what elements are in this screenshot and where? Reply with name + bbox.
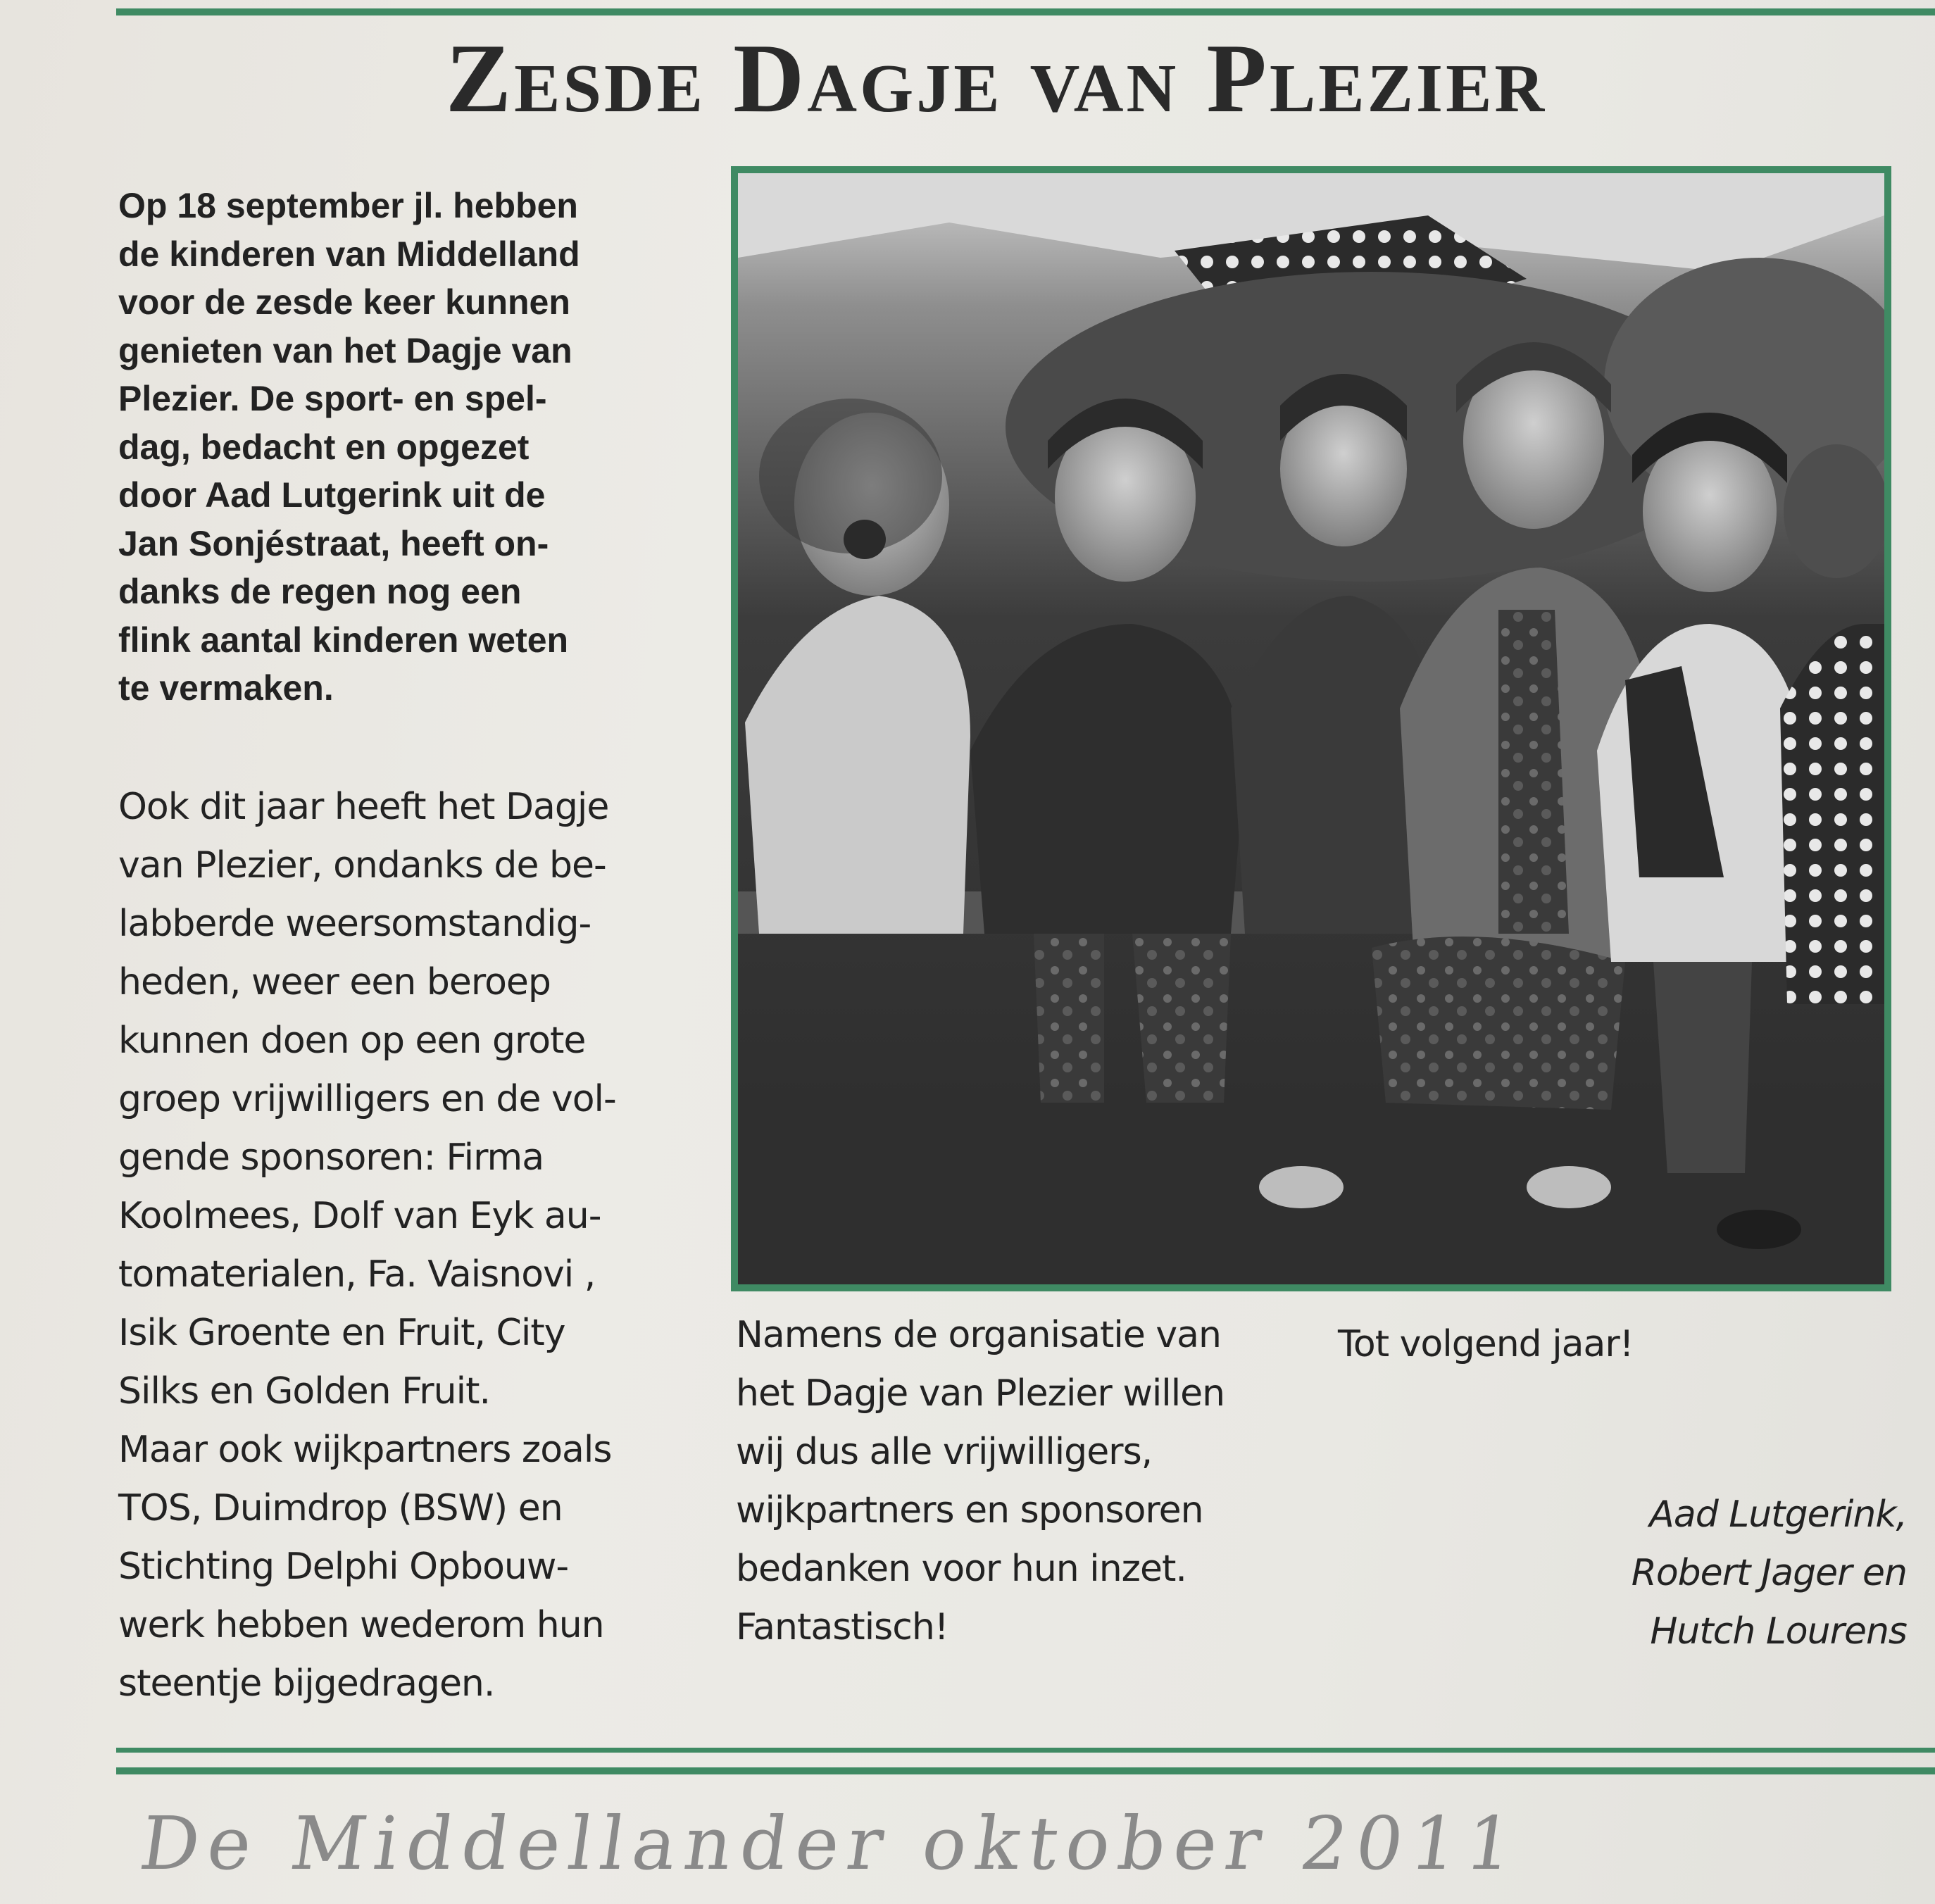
- article-headline: Zesde Dagje van Plezier: [445, 24, 1548, 133]
- article-body-middle: Namens de organisatie van het Dagje van Plezier willen wij dus alle vrijwilligers, wijkpartners en sponsoren bedanken voor hun inzet. Fantastisch!: [736, 1314, 1225, 1648]
- children-photo-illustration: [738, 173, 1884, 1284]
- article-body-left: Ook dit jaar heeft het Dagje van Plezier, ondanks de be- labberde weersomstandig- heden, weer een beroep kunnen doen op een grote groep vrijwilligers en de vol- gende sponsoren: Firma Koolmees, Dolf van Eyk au- tomaterialen, Fa. Vaisnovi , Isik Groente en Fruit, City Silks en Golden Fruit. Maar ook wijkpartners zoals TOS, Duimdrop (BSW) en Stichting Delphi Opbouw- werk hebben wederom hun steentje bijgedragen.: [118, 786, 616, 1705]
- article-signature: Aad Lutgerink, Robert Jager en Hutch Lourens: [1631, 1493, 1907, 1653]
- article-closing: Tot volgend jaar!: [1338, 1323, 1634, 1365]
- top-rule: [116, 8, 1935, 15]
- article-intro: Op 18 september jl. hebben de kinderen van Middelland voor de zesde keer kunnen genieten van het Dagje van Plezier. De sport- en spel- dag, bedacht en opgezet door Aad Lutgerink uit de Jan Sonjéstraat, heeft on- danks de regen nog een flink aantal kinderen weten te vermaken.: [118, 186, 580, 708]
- article-photo: [731, 166, 1891, 1291]
- handwritten-note: De Middellander oktober 2011: [134, 1800, 1528, 1886]
- bottom-rule: [116, 1767, 1935, 1774]
- bottom-rule-thin: [116, 1748, 1935, 1753]
